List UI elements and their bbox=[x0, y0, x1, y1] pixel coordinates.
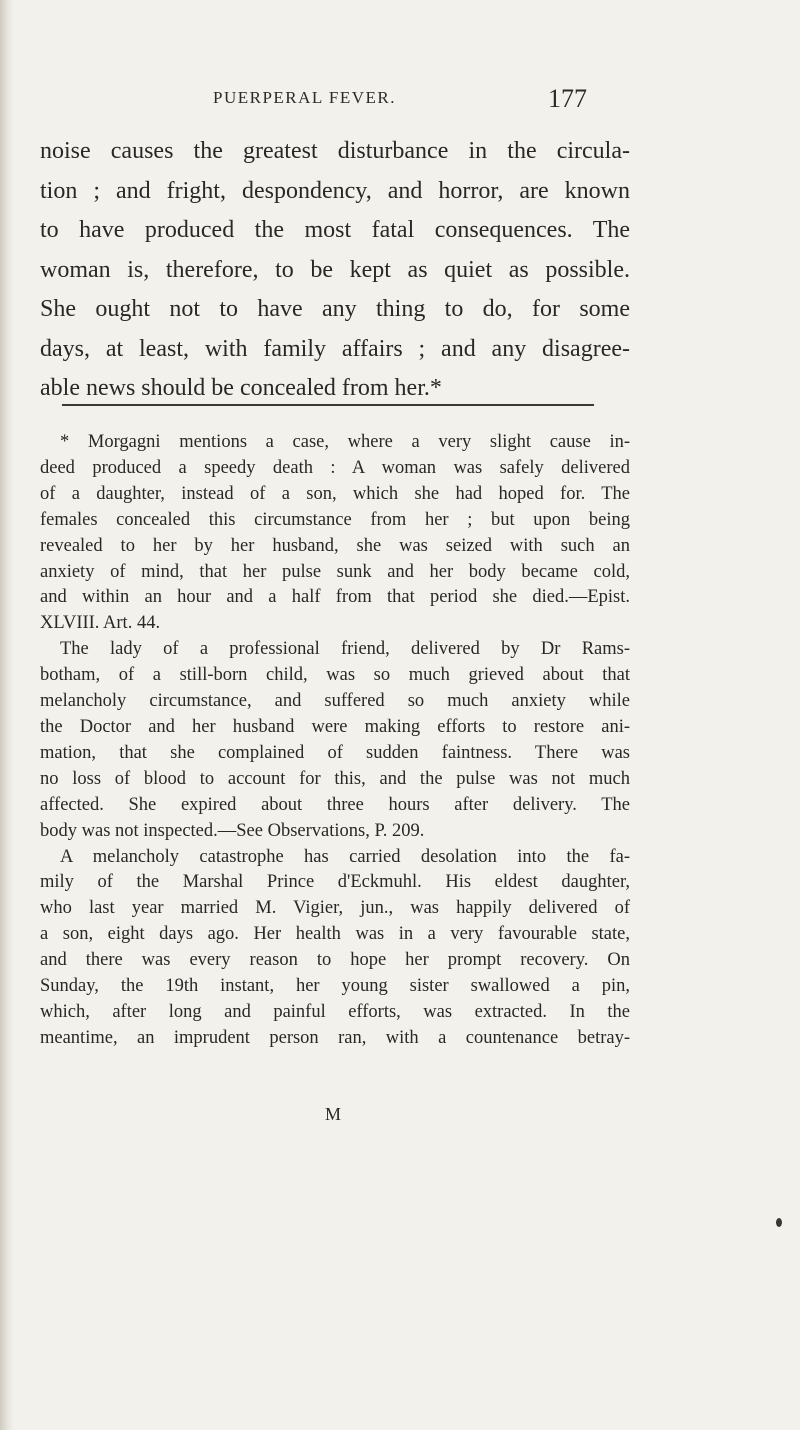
footnote-line: no loss of blood to account for this, and the pulse was not much bbox=[40, 768, 630, 789]
footnote-line: of a daughter, instead of a son, which she had hoped for. The bbox=[40, 483, 630, 504]
footnote-line: the Doctor and her husband were making efforts to restore ani- bbox=[40, 716, 630, 737]
body-text bbox=[40, 132, 630, 409]
footnote-eckmuhl bbox=[40, 845, 630, 1052]
ink-speck bbox=[776, 1218, 782, 1227]
body-line: able news should be concealed from her.* bbox=[40, 375, 442, 401]
footnote-line: a son, eight days ago. Her health was in a very favourable state, bbox=[40, 924, 630, 945]
footnote-line: mation, that she complained of sudden faintness. There was bbox=[40, 742, 630, 763]
body-line: She ought not to have any thing to do, for some bbox=[40, 296, 630, 322]
footnote-line: who last year married M. Vigier, jun., was happily delivered of bbox=[40, 898, 630, 919]
footnote-line: meantime, an imprudent person ran, with a countenance betray- bbox=[40, 1027, 630, 1048]
body-line: tion ; and fright, despondency, and horror, are known bbox=[40, 177, 630, 204]
body-line: noise causes the greatest disturbance in the circula- bbox=[40, 138, 630, 164]
footnote-ramsbotham bbox=[40, 637, 630, 844]
footnote-line: which, after long and painful efforts, was extracted. In the bbox=[40, 1001, 630, 1022]
footnote-line: XLVIII. Art. 44. bbox=[40, 613, 161, 634]
footnote-rule bbox=[62, 404, 594, 406]
footnote-line: Sunday, the 19th instant, her young sister swallowed a pin, bbox=[40, 976, 630, 997]
footnote-line: botham, of a still-born child, was so much grieved about that bbox=[40, 665, 630, 686]
footnote-line: anxiety of mind, that her pulse sunk and her body became cold, bbox=[40, 561, 630, 582]
footnote-line: body was not inspected.—See Observations, P. 209. bbox=[40, 820, 425, 841]
footnote-line: affected. She expired about three hours after delivery. The bbox=[40, 794, 630, 815]
running-head: PUERPERAL FEVER. bbox=[213, 88, 397, 107]
footnote-line: deed produced a speedy death : A woman was safely delivered bbox=[40, 457, 630, 478]
footnote-line: females concealed this circumstance from her ; but upon being bbox=[40, 509, 630, 530]
footnote-morgagni bbox=[40, 430, 630, 637]
footnote-line: and there was every reason to hope her prompt recovery. On bbox=[40, 950, 630, 971]
body-line: days, at least, with family affairs ; and any disagree- bbox=[40, 335, 630, 362]
footnote-line: and within an hour and a half from that period she died.—Epist. bbox=[40, 587, 630, 608]
footnote-line: The lady of a professional friend, delivered by Dr Rams- bbox=[60, 639, 630, 660]
body-line: woman is, therefore, to be kept as quiet as possible. bbox=[40, 256, 630, 283]
footnotes bbox=[40, 430, 630, 1052]
footnote-line: mily of the Marshal Prince d'Eckmuhl. His eldest daughter, bbox=[40, 872, 630, 893]
signature-mark: M bbox=[325, 1104, 342, 1124]
footnote-line: melancholy circumstance, and suffered so much anxiety while bbox=[40, 691, 630, 712]
body-line: to have produced the most fatal consequences. The bbox=[40, 217, 630, 243]
page-number: 177 bbox=[548, 84, 587, 113]
footnote-line: * Morgagni mentions a case, where a very slight cause in- bbox=[60, 432, 630, 452]
footnote-line: A melancholy catastrophe has carried desolation into the fa- bbox=[60, 846, 630, 867]
footnote-line: revealed to her by her husband, she was seized with such an bbox=[40, 535, 630, 556]
